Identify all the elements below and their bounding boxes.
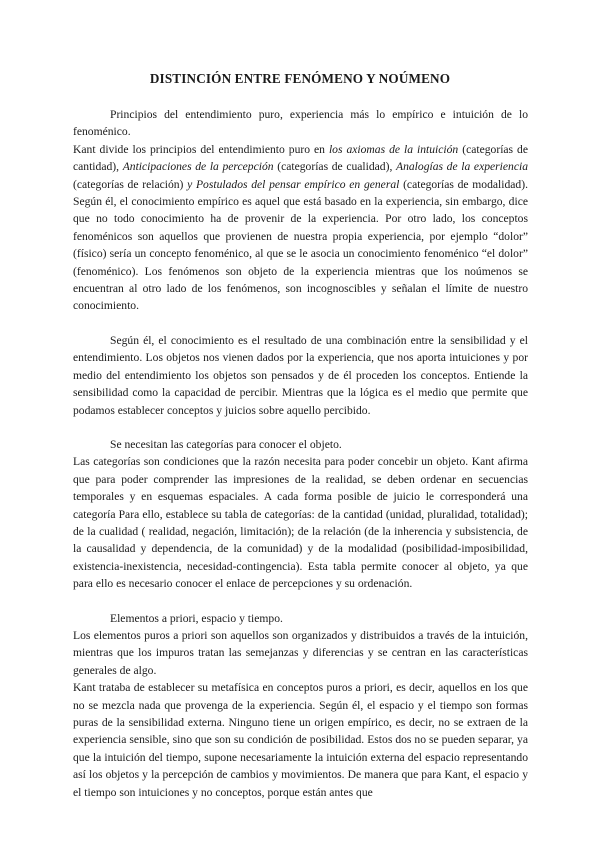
heading-categorias: Se necesitan las categorías para conocer el objeto.	[110, 437, 342, 451]
italic-run: Anticipaciones de la percepción	[122, 160, 274, 174]
paragraph-principios	[73, 141, 528, 315]
italic-run: y Postulados del pensar empírico en general	[187, 177, 400, 191]
heading-principios: Principios del entendimiento puro, experiencia más lo empírico e intuición de lo fenoménico.	[73, 108, 528, 139]
italic-run: los axiomas de la intuición	[328, 142, 459, 156]
text-run: (categorías de relación)	[73, 177, 188, 191]
spacer	[73, 593, 528, 610]
spacer	[73, 315, 528, 332]
paragraph-conocimiento: Según él, el conocimiento es el resultado de una combinación entre la sensibilidad y el entendimiento. Los objetos nos vienen dados por la experiencia, que nos aporta intuiciones y por medio del entendimiento los objetos son pensados y de él proceden los conceptos. Entiende la sensibilidad como la capacidad de percibir. Mientras que la lógica es el medio que permite que podamos establecer conceptos y juicios sobre aquello percibido.	[73, 333, 528, 417]
heading-elementos: Elementos a priori, espacio y tiempo.	[110, 611, 283, 625]
italic-run: Analogías de la experiencia	[396, 160, 528, 174]
text-run: (categorías de cualidad),	[273, 160, 396, 174]
paragraph-metafisica: Kant trataba de establecer su metafísica en conceptos puros a priori, es decir, aquellos en los que no se mezcla nada que provenga de la experiencia. Según él, el espacio y el tiempo son formas puras de la sensibilidad externa. Ninguno tiene un origen empírico, es decir, no se extraen de la experiencia sensible, sino que son su condición de posibilidad. Estos dos no se pueden separar, ya que la intuición del tiempo, supone necesariamente la intuición externa del espacio representando así los objetos y la percepción de cambios y movimientos. De manera que para Kant, el espacio y el tiempo son intuiciones y no conceptos, porque están antes que	[73, 681, 528, 799]
page-title: DISTINCIÓN ENTRE FENÓMENO Y NOÚMENO	[149, 71, 451, 86]
document-body	[73, 106, 528, 801]
spacer	[73, 419, 528, 436]
text-run: (categorías de modalidad). Según él, el conocimiento empírico es aquel que está basado en la experiencia, sin embargo, dice que no todo conocimiento ha de provenir de la experiencia. Por otro lado, los conceptos fenoménicos son aquellos que provienen de nuestra propia experiencia, por ejemplo “dolor” (físico) sería un concepto fenoménico, al que se le asocia un conocimiento fenoménico “el dolor” (fenoménico). Los fenómenos son objeto de la experiencia mientras que los noúmenos se encuentran al otro lado de los fenómenos, son incognoscibles y señalan el límite de nuestro conocimiento.	[73, 177, 528, 313]
paragraph-categorias: Las categorías son condiciones que la razón necesita para poder concebir un objeto. Kant afirma que para poder comprender las impresiones de la realidad, se deben ordenar en secuencias temporales y en esquemas espaciales. A cada forma posible de juicio le corresponderá una categoría Para ello, establece su tabla de categorías: de la cantidad (unidad, pluralidad, totalidad); de la cualidad ( realidad, negación, limitación); de la relación (de la inherencia y subsistencia, de la causalidad y dependencia, de la comunidad) y de la modalidad (posibilidad-imposibilidad, existencia-inexistencia, necesidad-contingencia). Esta tabla permite conocer al objeto, ya que para ello es necesario conocer el enlace de percepciones y su ordenación.	[73, 455, 528, 591]
text-run: Kant divide los principios del entendimiento puro en	[73, 142, 329, 156]
paragraph-elementos: Los elementos puros a priori son aquellos son organizados y distribuidos a través de la intuición, mientras que los impuros tratan las semejanzas y diferencias y se centran en las características generales de algo.	[73, 628, 528, 677]
text-run: (categorías de cantidad),	[73, 142, 528, 174]
